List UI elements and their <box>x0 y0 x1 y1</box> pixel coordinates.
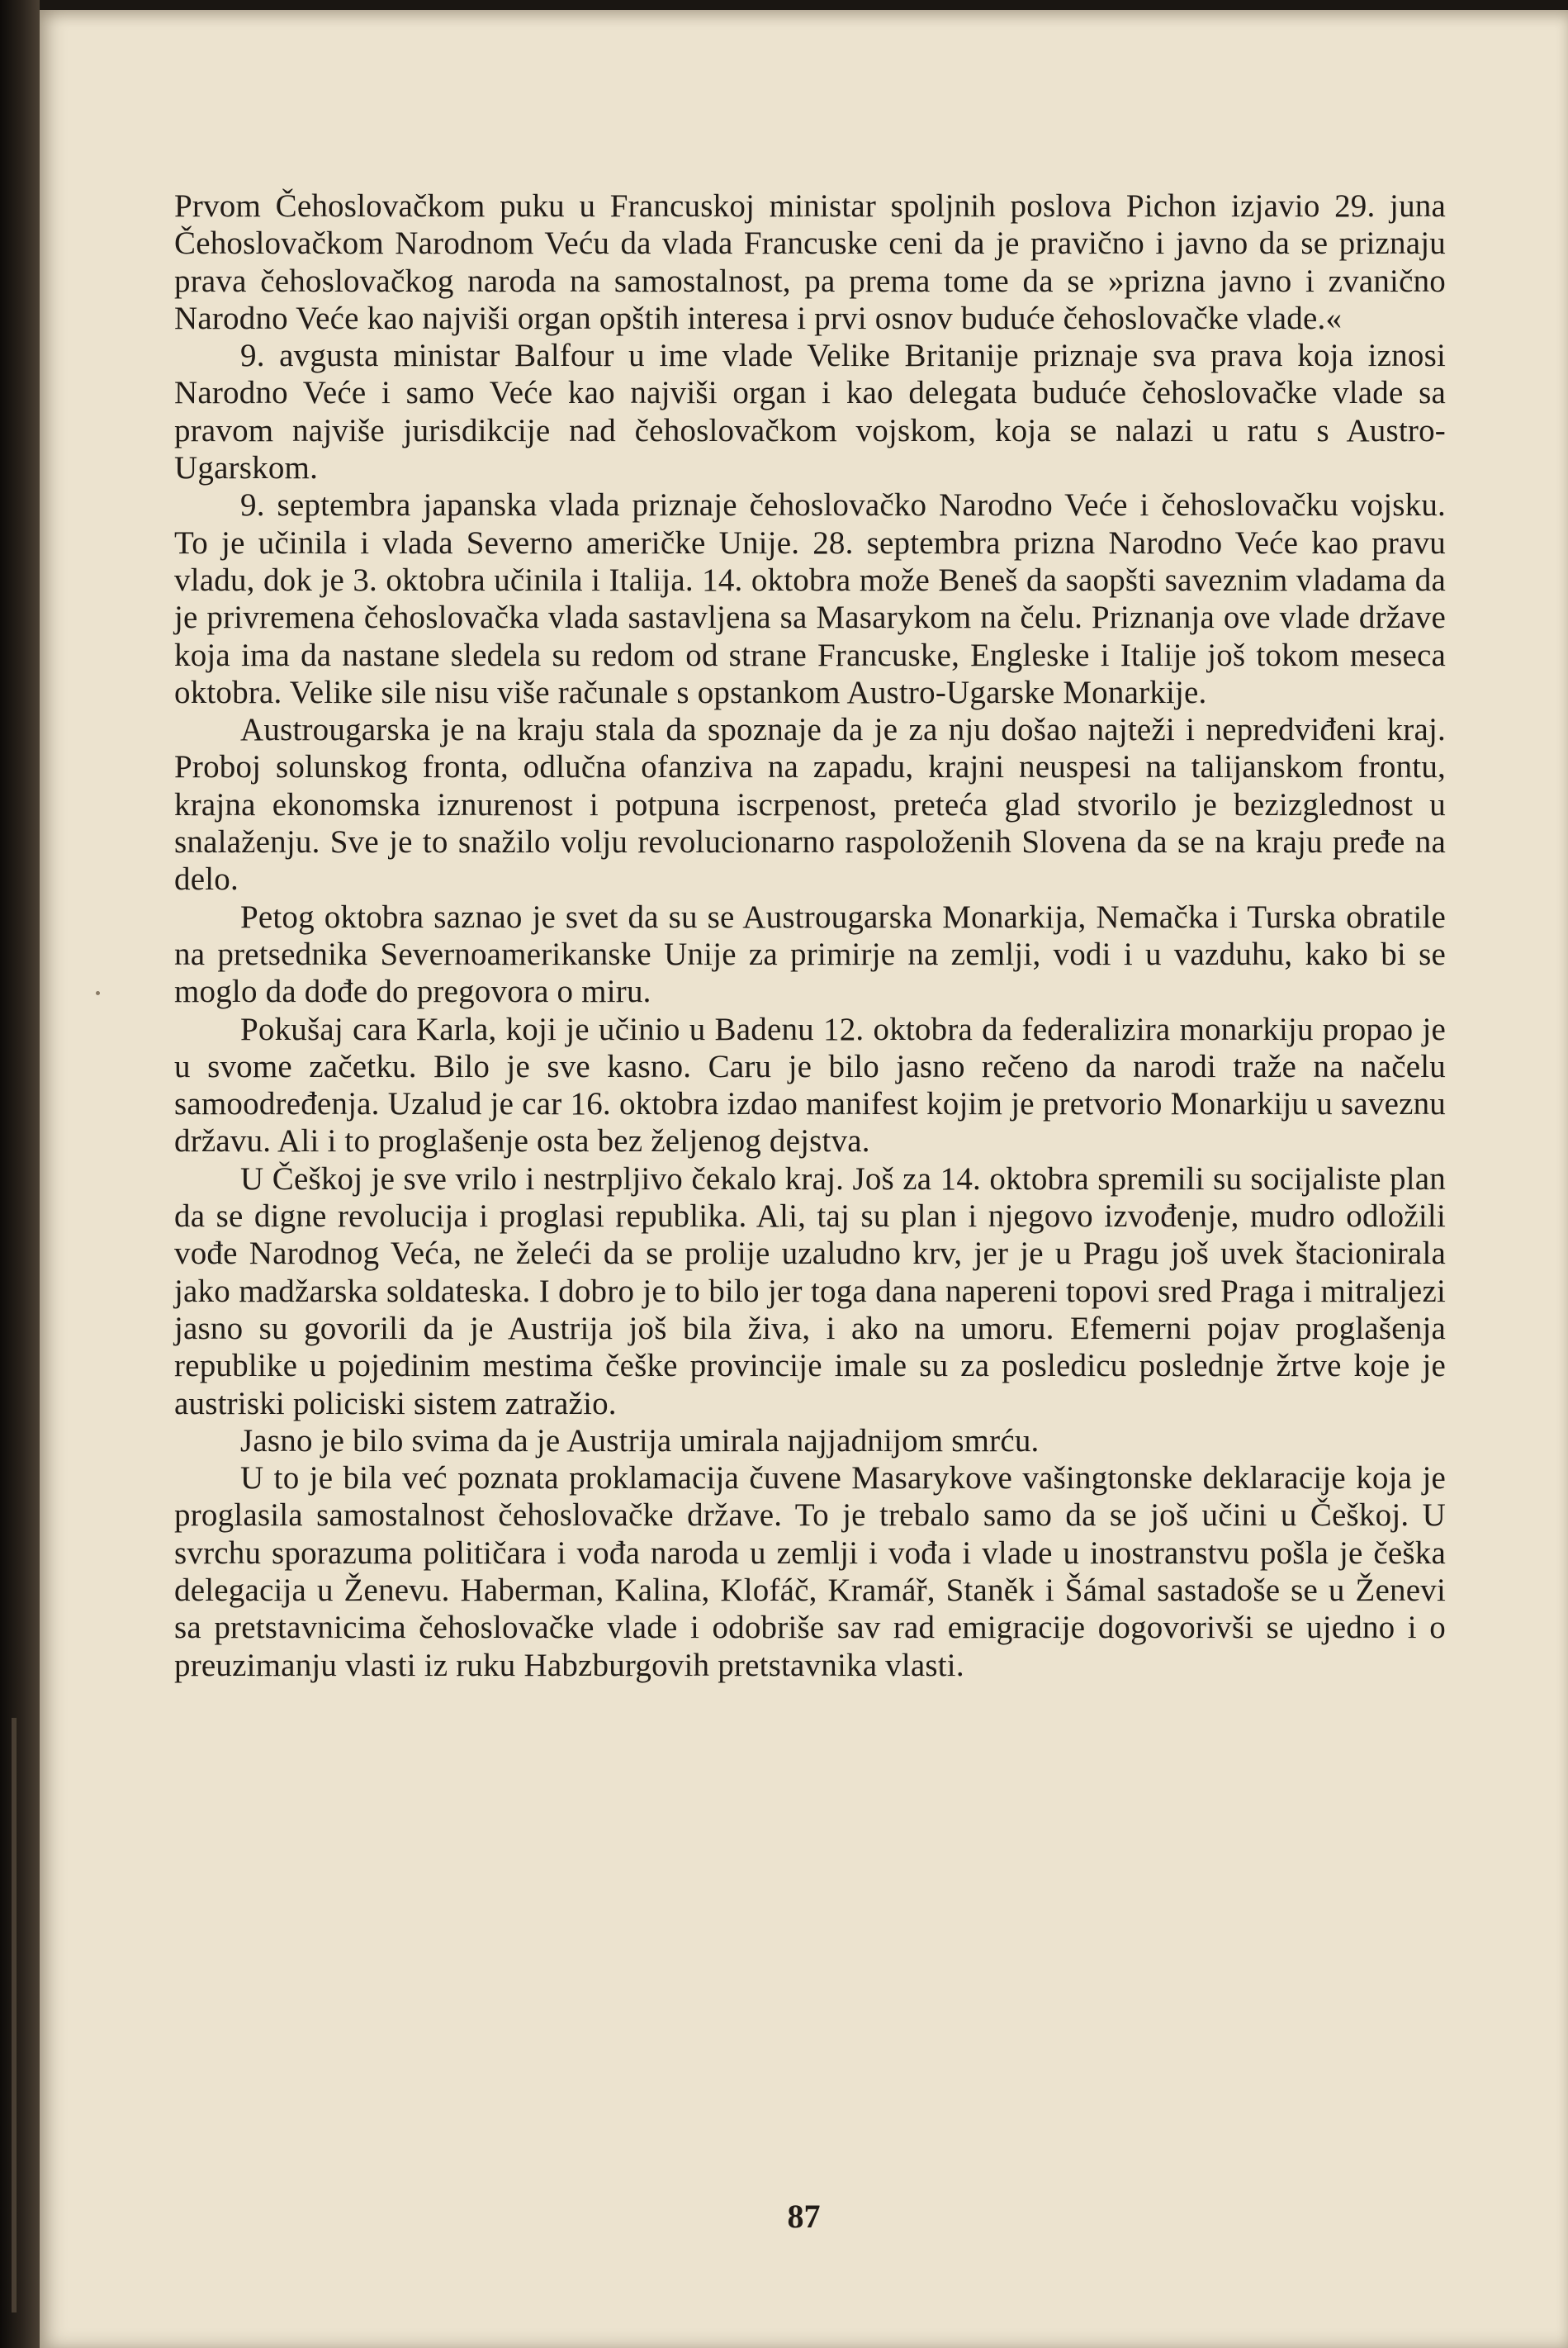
paragraph-6: Pokušaj cara Karla, koji je učinio u Badenu 12. oktobra da federalizira monarkiju propao je u svome začetku. Bilo je sve kasno. Caru je bilo jasno rečeno da narodi traže na načelu samoodređenja. Uzalud je car 16. oktobra izdao manifest kojim je pretvorio Monarkiju u saveznu državu. Ali i to proglašenje osta bez željenog dejstva. <box>174 1011 1446 1160</box>
binding-tear-mark <box>12 1718 17 2312</box>
paper-speck <box>96 991 100 995</box>
paragraph-4: Austrougarska je na kraju stala da spoznaje da je za nju došao najteži i nepredviđeni kraj. Proboj solunskog fronta, odlučna ofanziva na zapadu, krajni neuspesi na talijanskom frontu, krajna ekonomska iznurenost i potpuna iscrpenost, preteća glad stvorilo je bezizglednost u snalaženju. Sve je to snažilo volju revolucionarno raspoloženih Slovena da se na kraju pređe na delo. <box>174 712 1446 898</box>
paragraph-3: 9. septembra japanska vlada priznaje čehoslovačko Narodno Veće i čehoslovačku vojsku. To je učinila i vlada Severno američke Unije. 28. septembra prizna Narodno Veće kao pravu vladu, dok je 3. oktobra učinila i Italija. 14. oktobra može Beneš da saopšti saveznim vladama da je privremena čehoslovačka vlada sastavljena sa Masarykom na čelu. Priznanja ove vlade države koja ima da nastane sledela su redom od strane Francuske, Engleske i Italije još tokom meseca oktobra. Velike sile nisu više računale s opstankom Austro-Ugarske Monarkije. <box>174 487 1446 710</box>
paragraph-5: Petog oktobra saznao je svet da su se Austrougarska Monarkija, Nemačka i Turska obratile na pretsednika Severnoamerikanske Unije za primirje na zemlji, vodi i u vazduhu, kako bi se moglo da dođe do pregovora o miru. <box>174 899 1446 1010</box>
paragraph-1: Prvom Čehoslovačkom puku u Francuskoj ministar spoljnih poslova Pichon izjavio 29. juna Čehoslovačkom Narodnom Veću da vlada Francuske ceni da je pravično i javno da se priznaju prava čehoslovačkog naroda na samostalnost, pa prema tome da se »prizna javno i zvanično Narodno Veće kao najviši organ opštih interesa i prvi osnov buduće čehoslovačke vlade.« <box>174 188 1446 336</box>
page-body-text <box>174 187 1446 1684</box>
page-number: 87 <box>787 2198 821 2235</box>
paragraph-8: Jasno je bilo svima da je Austrija umirala najjadnijom smrću. <box>240 1422 1040 1459</box>
book-binding-edge <box>0 0 40 2348</box>
paragraph-9: U to je bila već poznata proklamacija čuvene Masarykove vašingtonske deklaracije koja je proglasila samostalnost čehoslovačke države. To je trebalo samo da se još učini u Češkoj. U svrchu sporazuma političara i vođa naroda u zemlji i vođa i vlade u inostranstvu pošla je češka delegacija u Ženevu. Haberman, Kalina, Klofáč, Kramář, Staněk i Šámal sastadoše se u Ženevi sa pretstavnicima čehoslovačke vlade i odobriše sav rad emigracije dogovorivši se ujedno i o preuzimanju vlasti iz ruku Habzburgovih pretstavnika vlasti. <box>174 1460 1446 1683</box>
book-page <box>40 10 1568 2348</box>
paragraph-2: 9. avgusta ministar Balfour u ime vlade Velike Britanije priznaje sva prava koja iznosi Narodno Veće i samo Veće kao najviši organ i kao delegata buduće čehoslovačke vlade sa pravom najviše jurisdikcije nad čehoslovačkom vojskom, koja se nalazi u ratu s Austro-Ugarskom. <box>174 338 1446 486</box>
paragraph-7: U Češkoj je sve vrilo i nestrpljivo čekalo kraj. Još za 14. oktobra spremili su socijaliste plan da se digne revolucija i proglasi republika. Ali, taj su plan i njegovo izvođenje, mudro odložili vođe Narodnog Veća, ne želeći da se prolije uzaludno krv, jer je u Pragu još uvek štacionirala jako madžarska soldateska. I dobro je to bilo jer toga dana napereni topovi sred Praga i mitraljezi jasno su govorili da je Austrija još bila živa, i ako na umoru. Efemerni pojav proglašenja republike u pojedinim mestima češke provincije imale su za posledicu poslednje žrtve koje je austriski policiski sistem zatražio. <box>174 1160 1446 1421</box>
